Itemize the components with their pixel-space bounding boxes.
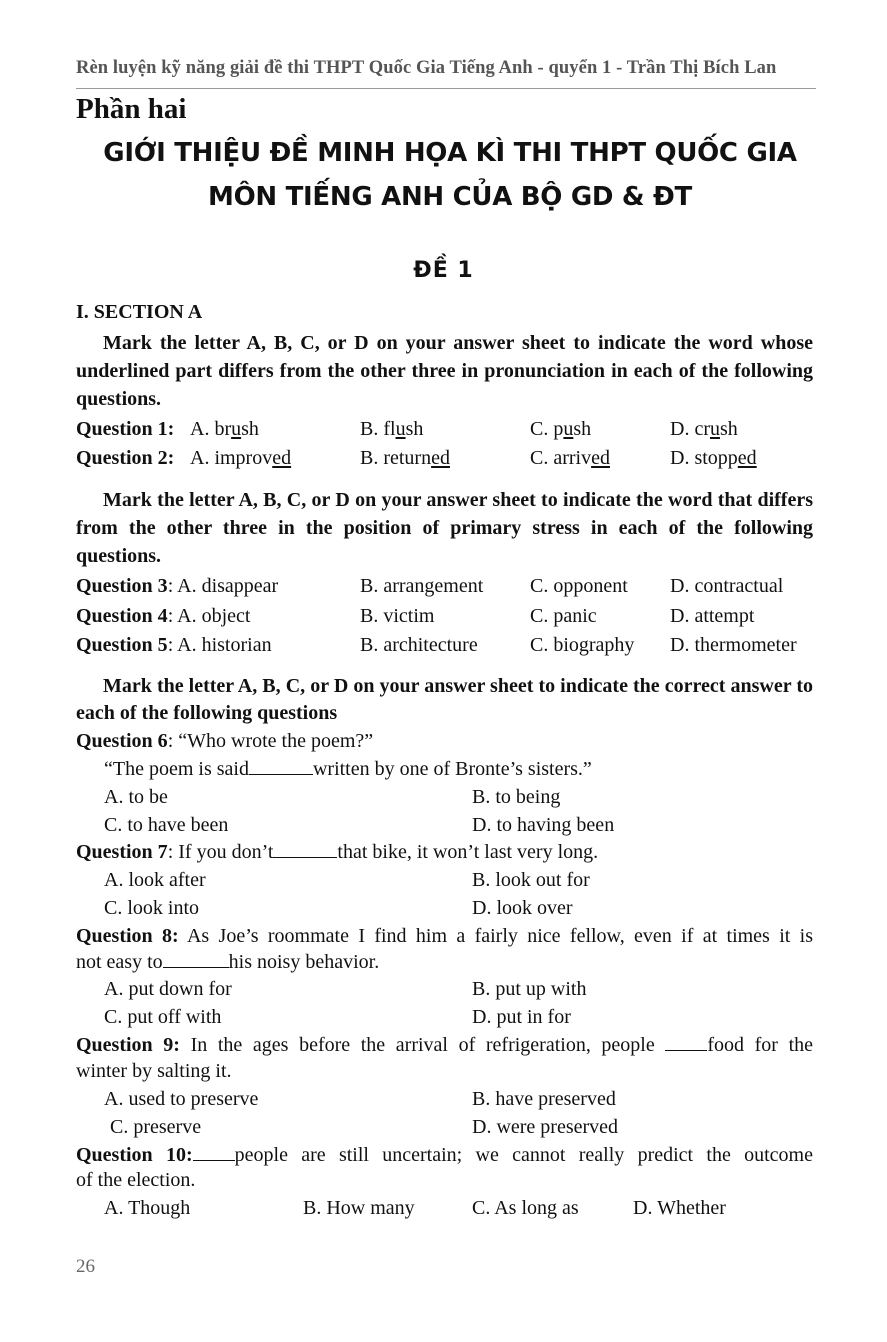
question-8-prompt-cont: not easy to his noisy behavior.: [76, 951, 380, 973]
question-6-option-d: D. to having been: [472, 814, 615, 836]
answer-blank: [193, 1143, 235, 1161]
question-7-option-c: C. look into: [104, 897, 200, 919]
answer-blank: [665, 1033, 707, 1051]
question-6-prompt: “The poem is said written by one of Bronte’s sisters.”: [104, 758, 592, 780]
page-number: 26: [76, 1256, 95, 1277]
question-2-option-b: B. returned: [360, 447, 450, 469]
question-2-option-d: D. stopped: [670, 447, 757, 469]
header-divider: [76, 88, 816, 89]
question-2-label: Question 2:: [76, 447, 175, 469]
question-10-option-d: D. Whether: [633, 1197, 726, 1219]
running-head: Rèn luyện kỹ năng giải đề thi THPT Quốc Gia Tiếng Anh - quyển 1 - Trần Thị Bích Lan: [76, 58, 777, 78]
section-heading: I. SECTION A: [76, 301, 203, 323]
question-4-option-c: C. panic: [530, 605, 597, 627]
question-8-option-a: A. put down for: [104, 978, 232, 1000]
question-5-option-c: C. biography: [530, 634, 635, 656]
question-2-option-c: C. arrived: [530, 447, 610, 469]
question-6-option-a: A. to be: [104, 786, 168, 808]
instruction-correct-answer: [76, 673, 813, 727]
question-8-option-c: C. put off with: [104, 1006, 222, 1028]
title-line-1: GIỚI THIỆU ĐỀ MINH HỌA KÌ THI THPT QUỐC GIA: [103, 138, 797, 168]
question-10-option-c: C. As long as: [472, 1197, 579, 1219]
question-8-option-d: D. put in for: [472, 1006, 571, 1028]
question-7: Question 7: If you don’t that bike, it won’t last very long.: [76, 841, 599, 863]
instruction-text: Mark the letter A, B, C, or D on your answer sheet to indicate the word that differs from the other three in the position of primary stress in each of the following questions.: [76, 489, 813, 567]
question-1-option-a: A. brush: [190, 418, 259, 440]
question-3-option-d: D. contractual: [670, 575, 784, 597]
question-10-option-b: B. How many: [303, 1197, 415, 1219]
question-9: Question 9: In the ages before the arrival of refrigeration, people food for the: [76, 1034, 814, 1056]
instruction-pronunciation: [76, 329, 813, 413]
question-10-option-a: A. Though: [104, 1197, 191, 1219]
question-10-prompt-cont: of the election.: [76, 1169, 196, 1191]
answer-blank: [249, 757, 313, 775]
question-1-label: Question 1:: [76, 418, 175, 440]
question-4-option-b: B. victim: [360, 605, 435, 627]
question-7-option-d: D. look over: [472, 897, 573, 919]
question-8-option-b: B. put up with: [472, 978, 587, 1000]
question-2-option-a: A. improved: [190, 447, 292, 469]
question-3-option-c: C. opponent: [530, 575, 628, 597]
question-10: Question 10: people are still uncertain; we cannot really predict the outcome: [76, 1144, 813, 1166]
question-6-option-b: B. to being: [472, 786, 561, 808]
question-9-option-a: A. used to preserve: [104, 1088, 259, 1110]
question-9-prompt-cont: winter by salting it.: [76, 1060, 232, 1082]
title-line-2: MÔN TIẾNG ANH CỦA BỘ GD & ĐT: [208, 182, 692, 212]
part-heading: Phần hai: [76, 93, 187, 125]
instruction-text: Mark the letter A, B, C, or D on your answer sheet to indicate the correct answer to each of the following questions: [76, 675, 813, 724]
question-1-option-d: D. crush: [670, 418, 738, 440]
instruction-stress: [76, 486, 813, 570]
question-6-option-c: C. to have been: [104, 814, 229, 836]
question-4-option-d: D. attempt: [670, 605, 755, 627]
question-1-option-c: C. push: [530, 418, 592, 440]
question-5-option-b: B. architecture: [360, 634, 478, 656]
question-5-option-d: D. thermometer: [670, 634, 797, 656]
question-1-option-b: B. flush: [360, 418, 424, 440]
answer-blank: [273, 840, 337, 858]
question-3-option-b: B. arrangement: [360, 575, 484, 597]
question-9-option-d: D. were preserved: [472, 1116, 619, 1138]
instruction-text: Mark the letter A, B, C, or D on your answer sheet to indicate the word whose underlined part differs from the other three in pronunciation in each of the following questions.: [76, 332, 813, 410]
exam-number: ĐỀ 1: [413, 258, 474, 283]
answer-blank: [163, 950, 229, 968]
question-8: Question 8: As Joe’s roommate I find him a fairly nice fellow, even if at times it is: [76, 925, 814, 947]
question-6: Question 6: “Who wrote the poem?”: [76, 730, 374, 752]
question-5: Question 5: A. historian: [76, 634, 272, 656]
question-7-option-b: B. look out for: [472, 869, 590, 891]
question-3: Question 3: A. disappear: [76, 575, 279, 597]
question-7-option-a: A. look after: [104, 869, 206, 891]
question-4: Question 4: A. object: [76, 605, 251, 627]
question-9-option-c: C. preserve: [110, 1116, 202, 1138]
question-9-option-b: B. have preserved: [472, 1088, 616, 1110]
